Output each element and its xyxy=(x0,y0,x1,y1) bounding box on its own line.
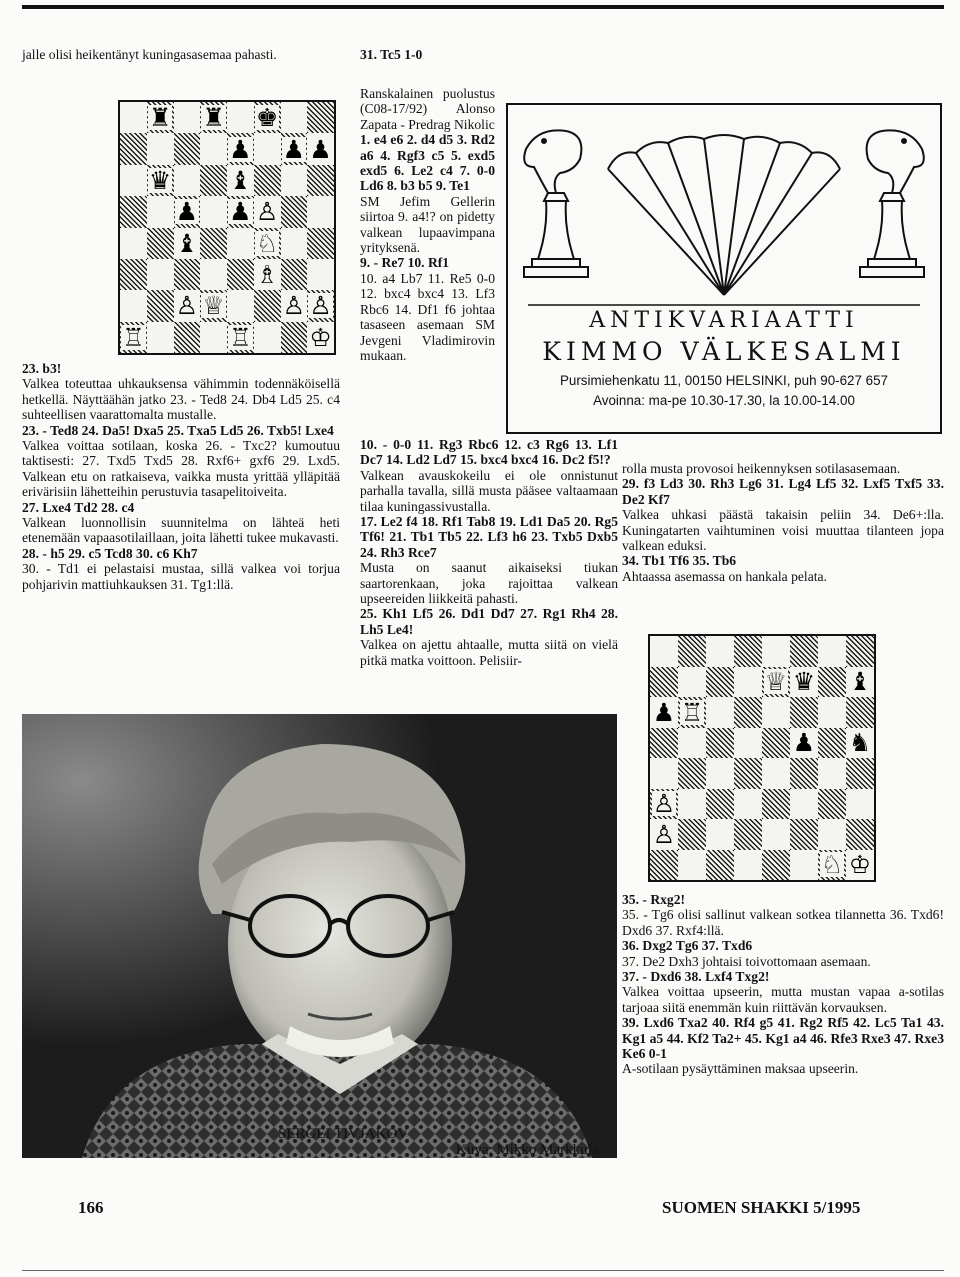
board-square xyxy=(254,228,281,259)
board-square xyxy=(846,758,874,789)
board-square xyxy=(281,290,308,321)
chess-piece: ♝ xyxy=(848,667,872,697)
board-square xyxy=(307,259,334,290)
board-square xyxy=(120,290,147,321)
board-square xyxy=(174,322,201,353)
chess-piece: ♖ xyxy=(229,322,252,352)
board-square xyxy=(200,102,227,133)
board-square xyxy=(147,259,174,290)
board-square xyxy=(227,196,254,227)
commentary-paragraph: Musta on saanut aikaiseksi tiukan saartorenkaan, joka rajoittaa valkean upseereiden liikkeitä pahasti. xyxy=(360,560,618,607)
chess-piece: ♙ xyxy=(255,197,279,227)
photo-credit: Kuva: Mikko Markkula xyxy=(456,1142,599,1158)
move-sequence: 37. - Dxd6 38. Lxf4 Txg2! xyxy=(622,969,770,985)
top-rule xyxy=(22,5,944,9)
chess-piece: ♗ xyxy=(255,260,279,290)
board-square xyxy=(147,102,174,133)
board-square xyxy=(307,102,334,133)
middle-column-wide xyxy=(360,437,618,668)
board-square xyxy=(254,322,281,353)
board-square xyxy=(678,667,706,698)
commentary-paragraph: rolla musta provosoi heikennyksen sotilasasemaan. xyxy=(622,461,901,476)
chess-piece: ♘ xyxy=(255,228,279,258)
board-square xyxy=(846,789,874,820)
board-square xyxy=(254,133,281,164)
board-square xyxy=(790,636,818,667)
board-square xyxy=(120,102,147,133)
board-square xyxy=(706,819,734,850)
board-square xyxy=(846,728,874,759)
board-square xyxy=(254,102,281,133)
board-square xyxy=(762,819,790,850)
photo-caption-name: SERGEI TIVJAKOV xyxy=(278,1126,409,1142)
board-square xyxy=(762,758,790,789)
chess-piece: ♟ xyxy=(175,197,199,227)
board-square xyxy=(846,819,874,850)
board-square xyxy=(650,697,678,728)
board-square xyxy=(706,667,734,698)
board-square xyxy=(227,259,254,290)
board-square xyxy=(174,133,201,164)
board-square xyxy=(678,758,706,789)
board-square xyxy=(174,165,201,196)
board-square xyxy=(147,322,174,353)
chess-piece: ♛ xyxy=(792,667,816,697)
commentary-paragraph: Valkea uhkasi päästä takaisin peliin 34. De6+:lla. Kuningatarten vaihtuminen voisi muuttaa tilanteen jopa valkean eduksi. xyxy=(622,507,944,554)
commentary-paragraph: 35. - Tg6 olisi sallinut valkean sotkea tilannetta 36. Txd6! Dxd6 37. Rxf4:llä. xyxy=(622,907,944,938)
left-column-intro xyxy=(22,47,340,62)
bottom-rule xyxy=(22,1270,944,1271)
commentary-paragraph: A-sotilaan pysäyttäminen maksaa upseerin. xyxy=(622,1061,859,1077)
chess-piece: ♙ xyxy=(652,819,676,849)
chess-piece: ♚ xyxy=(255,103,279,133)
board-square xyxy=(200,322,227,353)
board-square xyxy=(678,850,706,881)
move-sequence: 23. b3! xyxy=(22,361,62,376)
board-square xyxy=(650,758,678,789)
page-number: 166 xyxy=(78,1198,104,1217)
board-square xyxy=(818,758,846,789)
right-column-bottom xyxy=(622,892,944,1077)
ad-address: Pursimiehenkatu 11, 00150 HELSINKI, puh 90-627 657 xyxy=(559,373,889,388)
board-square xyxy=(147,196,174,227)
chess-piece: ♙ xyxy=(652,789,676,819)
move-sequence: 34. Tb1 Tf6 35. Tb6 xyxy=(622,553,737,569)
board-square xyxy=(227,102,254,133)
chess-piece: ♔ xyxy=(309,322,332,352)
board-square xyxy=(120,259,147,290)
move-sequence: 9. - Re7 10. Rf1 xyxy=(360,255,450,271)
right-column-top xyxy=(622,461,944,584)
board-square xyxy=(846,697,874,728)
board-square xyxy=(734,728,762,759)
middle-column-narrow xyxy=(360,86,495,363)
board-square xyxy=(846,636,874,667)
board-square xyxy=(706,789,734,820)
move-sequence: 1. e4 e6 2. d4 d5 3. Rd2 a6 4. Rgf3 c5 5. exd5 exd5 6. Le2 c4 7. 0-0 Ld6 8. b3 b5 9. Te1 xyxy=(360,132,495,194)
player-photo xyxy=(22,714,617,1158)
board-square xyxy=(227,133,254,164)
board-square xyxy=(790,667,818,698)
board-square xyxy=(650,728,678,759)
antiquarian-ad xyxy=(506,103,942,434)
board-square xyxy=(307,322,334,353)
commentary-paragraph: Ranskalainen puolustus (C08-17/92) Alonso Zapata - Predrag Nikolic xyxy=(360,86,495,132)
commentary-paragraph: Valkea on ajettu ahtaalle, mutta siitä on vielä pitkä matka voittoon. Pelisiir- xyxy=(360,637,618,668)
chess-piece: ♛ xyxy=(148,165,172,195)
commentary-paragraph: 10. a4 Lb7 11. Re5 0-0 12. bxc4 bxc4 13. Lf3 Rbc6 14. Df1 f6 johtaa tasaseen asemaan SM Jevgeni Vladimirovin mukaan. xyxy=(360,270,495,363)
board-square xyxy=(227,322,254,353)
board-square xyxy=(307,133,334,164)
middle-result xyxy=(360,47,510,62)
board-square xyxy=(281,165,308,196)
chess-diagram-1 xyxy=(118,100,336,355)
left-column xyxy=(22,361,340,592)
board-square xyxy=(734,819,762,850)
board-square xyxy=(790,850,818,881)
commentary-paragraph: Valkea toteuttaa uhkauksensa vähimmin todennäköisellä hetkellä. Näyttäähän jatko 23. - Ted8 24. Db4 Ld5 25. c4 suhteellisen vaarattomalta mustalle. xyxy=(22,376,340,423)
board-square xyxy=(281,133,308,164)
move-sequence: 17. Le2 f4 18. Rf1 Tab8 19. Ld1 Da5 20. Rg5 Tf6! 21. Tb1 Tb5 22. Lf3 h6 23. Txb5 Dxb5 24. Rh3 Rce7 xyxy=(360,514,618,560)
board-square xyxy=(174,196,201,227)
board-square xyxy=(734,789,762,820)
chess-piece: ♕ xyxy=(764,667,788,697)
board-square xyxy=(307,290,334,321)
commentary-paragraph: Valkean avauskokeilu ei ole onnistunut parhalla tavalla, sillä musta pääsee valtaamaan tilaa kuningassivustalla. xyxy=(360,467,618,514)
move-sequence: 39. Lxd6 Txa2 40. Rf4 g5 41. Rg2 Rf5 42. Lc5 Ta1 43. Kg1 a5 44. Kf2 Ta2+ 45. Kg1 a4 46. Rfe3 Rxe3 47. Rxe3 Ke6 0-1 xyxy=(622,1015,944,1062)
board-square xyxy=(706,697,734,728)
board-square xyxy=(307,228,334,259)
board-square xyxy=(706,850,734,881)
paragraph: jalle olisi heikentänyt kuningasasemaa pahasti. xyxy=(22,47,277,62)
board-square xyxy=(174,290,201,321)
board-square xyxy=(254,259,281,290)
chess-piece: ♟ xyxy=(229,134,252,164)
board-square xyxy=(762,850,790,881)
board-square xyxy=(174,259,201,290)
chess-piece: ♟ xyxy=(309,134,332,164)
board-square xyxy=(678,697,706,728)
chess-piece: ♙ xyxy=(282,291,306,321)
board-square xyxy=(818,819,846,850)
board-square xyxy=(254,290,281,321)
board-square xyxy=(650,667,678,698)
board-square xyxy=(227,228,254,259)
commentary-paragraph: Valkea voittaa sotilaan, koska 26. - Txc2? kumoutuu taktisesti: 27. Txd5 Txd5 28. Rxf6+ gxf6 29. Lxd5. Valkean etu on ratkaiseva, vaikka musta yrittää ylläpitää erivärisiin lähetteihin perustuvia tasapelitoiveita. xyxy=(22,438,340,500)
chess-piece: ♝ xyxy=(175,228,199,258)
chess-piece: ♜ xyxy=(148,103,172,133)
board-square xyxy=(650,636,678,667)
board-square xyxy=(147,133,174,164)
board-square xyxy=(281,228,308,259)
chess-piece: ♟ xyxy=(282,134,306,164)
board-square xyxy=(762,789,790,820)
board-square xyxy=(762,697,790,728)
board-square xyxy=(254,196,281,227)
board-square xyxy=(120,196,147,227)
board-square xyxy=(818,850,846,881)
board-square xyxy=(706,728,734,759)
board-square xyxy=(706,758,734,789)
board-square xyxy=(147,290,174,321)
board-square xyxy=(790,758,818,789)
chess-piece: ♙ xyxy=(309,291,332,321)
board-square xyxy=(846,667,874,698)
board-square xyxy=(200,196,227,227)
board-square xyxy=(790,819,818,850)
board-square xyxy=(650,819,678,850)
ad-title-2: KIMMO VÄLKESALMI xyxy=(542,337,906,366)
board-square xyxy=(734,758,762,789)
board-square xyxy=(790,697,818,728)
board-square xyxy=(200,133,227,164)
chess-piece: ♞ xyxy=(848,728,872,758)
chess-piece: ♜ xyxy=(202,103,225,133)
board-square xyxy=(678,789,706,820)
magazine-issue: SUOMEN SHAKKI 5/1995 xyxy=(662,1198,861,1217)
move-sequence: 27. Lxe4 Td2 28. c4 xyxy=(22,499,135,515)
board-square xyxy=(200,165,227,196)
board-square xyxy=(790,789,818,820)
chess-piece: ♕ xyxy=(202,291,225,321)
board-square xyxy=(120,133,147,164)
commentary-paragraph: 37. De2 Dxh3 johtaisi toivottomaan asemaan. xyxy=(622,953,871,969)
move-sequence: 35. - Rxg2! xyxy=(622,892,686,907)
board-square xyxy=(307,196,334,227)
knight-statue-illustration xyxy=(508,109,940,309)
board-square xyxy=(678,728,706,759)
board-square xyxy=(200,290,227,321)
board-square xyxy=(650,789,678,820)
board-square xyxy=(200,228,227,259)
board-square xyxy=(818,697,846,728)
move-sequence: 23. - Ted8 24. Da5! Dxa5 25. Txa5 Ld5 26. Txb5! Lxe4 xyxy=(22,422,334,438)
chess-piece: ♟ xyxy=(792,728,816,758)
commentary-paragraph: Ahtaassa asemassa on hankala pelata. xyxy=(622,568,827,584)
board-square xyxy=(174,102,201,133)
board-square xyxy=(678,636,706,667)
board-square xyxy=(818,636,846,667)
ad-hours: Avoinna: ma-pe 10.30-17.30, la 10.00-14.00 xyxy=(593,393,855,408)
board-square xyxy=(227,290,254,321)
board-square xyxy=(281,322,308,353)
board-square xyxy=(762,667,790,698)
board-square xyxy=(734,667,762,698)
board-square xyxy=(762,636,790,667)
board-square xyxy=(734,697,762,728)
board-square xyxy=(734,850,762,881)
chess-piece: ♔ xyxy=(848,850,872,880)
board-square xyxy=(120,228,147,259)
commentary-paragraph: SM Jefim Gellerin siirtoa 9. a4!? on pidetty valkean lupaavimpana yrityksenä. xyxy=(360,193,495,256)
move-sequence: 29. f3 Ld3 30. Rh3 Lg6 31. Lg4 Lf5 32. Lxf5 Txf5 33. De2 Kf7 xyxy=(622,476,944,507)
chess-piece: ♖ xyxy=(680,697,704,727)
move-sequence: 28. - h5 29. c5 Tcd8 30. c6 Kh7 xyxy=(22,545,198,561)
chess-diagram-2 xyxy=(648,634,876,882)
board-square xyxy=(174,228,201,259)
board-square xyxy=(147,165,174,196)
chess-piece: ♘ xyxy=(820,850,844,880)
ad-title-1: ANTIKVARIAATTI xyxy=(589,308,859,333)
move-sequence: 36. Dxg2 Tg6 37. Txd6 xyxy=(622,938,753,954)
board-square xyxy=(227,165,254,196)
commentary-paragraph: Valkean luonnollisin suunnitelma on lähteä heti etenemään vapaasotilaillaan, joita lähetti tukee mukavasti. xyxy=(22,515,340,546)
paragraph: 31. Tc5 1-0 xyxy=(360,47,423,62)
board-square xyxy=(818,728,846,759)
chess-piece: ♝ xyxy=(229,165,252,195)
move-sequence: 25. Kh1 Lf5 26. Dd1 Dd7 27. Rg1 Rh4 28. Lh5 Le4! xyxy=(360,606,618,637)
portrait-illustration xyxy=(22,714,617,1158)
board-square xyxy=(147,228,174,259)
board-square xyxy=(678,819,706,850)
board-square xyxy=(818,667,846,698)
board-square xyxy=(650,850,678,881)
chess-piece: ♙ xyxy=(175,291,199,321)
board-square xyxy=(254,165,281,196)
move-sequence: 10. - 0-0 11. Rg3 Rbc6 12. c3 Rg6 13. Lf1 Dc7 14. Ld2 Ld7 15. bxc4 bxc4 16. Dc2 f5!? xyxy=(360,437,618,468)
commentary-paragraph: Valkea voittaa upseerin, mutta mustan vapaa a-sotilas tarjoaa siitä enemmän kuin riittävän korvauksen. xyxy=(622,984,944,1015)
board-square xyxy=(706,636,734,667)
chess-piece: ♖ xyxy=(122,322,145,352)
board-square xyxy=(200,259,227,290)
commentary-paragraph: 30. - Td1 ei pelastaisi mustaa, sillä valkea voi torjua pohjarivin mattiuhkauksen 31. Tg1:llä. xyxy=(22,561,340,592)
board-square xyxy=(790,728,818,759)
board-square xyxy=(307,165,334,196)
board-square xyxy=(734,636,762,667)
board-square xyxy=(762,728,790,759)
board-square xyxy=(120,322,147,353)
board-square xyxy=(281,196,308,227)
board-square xyxy=(120,165,147,196)
board-square xyxy=(281,102,308,133)
board-square xyxy=(818,789,846,820)
board-square xyxy=(846,850,874,881)
chess-piece: ♟ xyxy=(652,697,676,727)
chess-piece: ♟ xyxy=(229,197,252,227)
board-square xyxy=(281,259,308,290)
